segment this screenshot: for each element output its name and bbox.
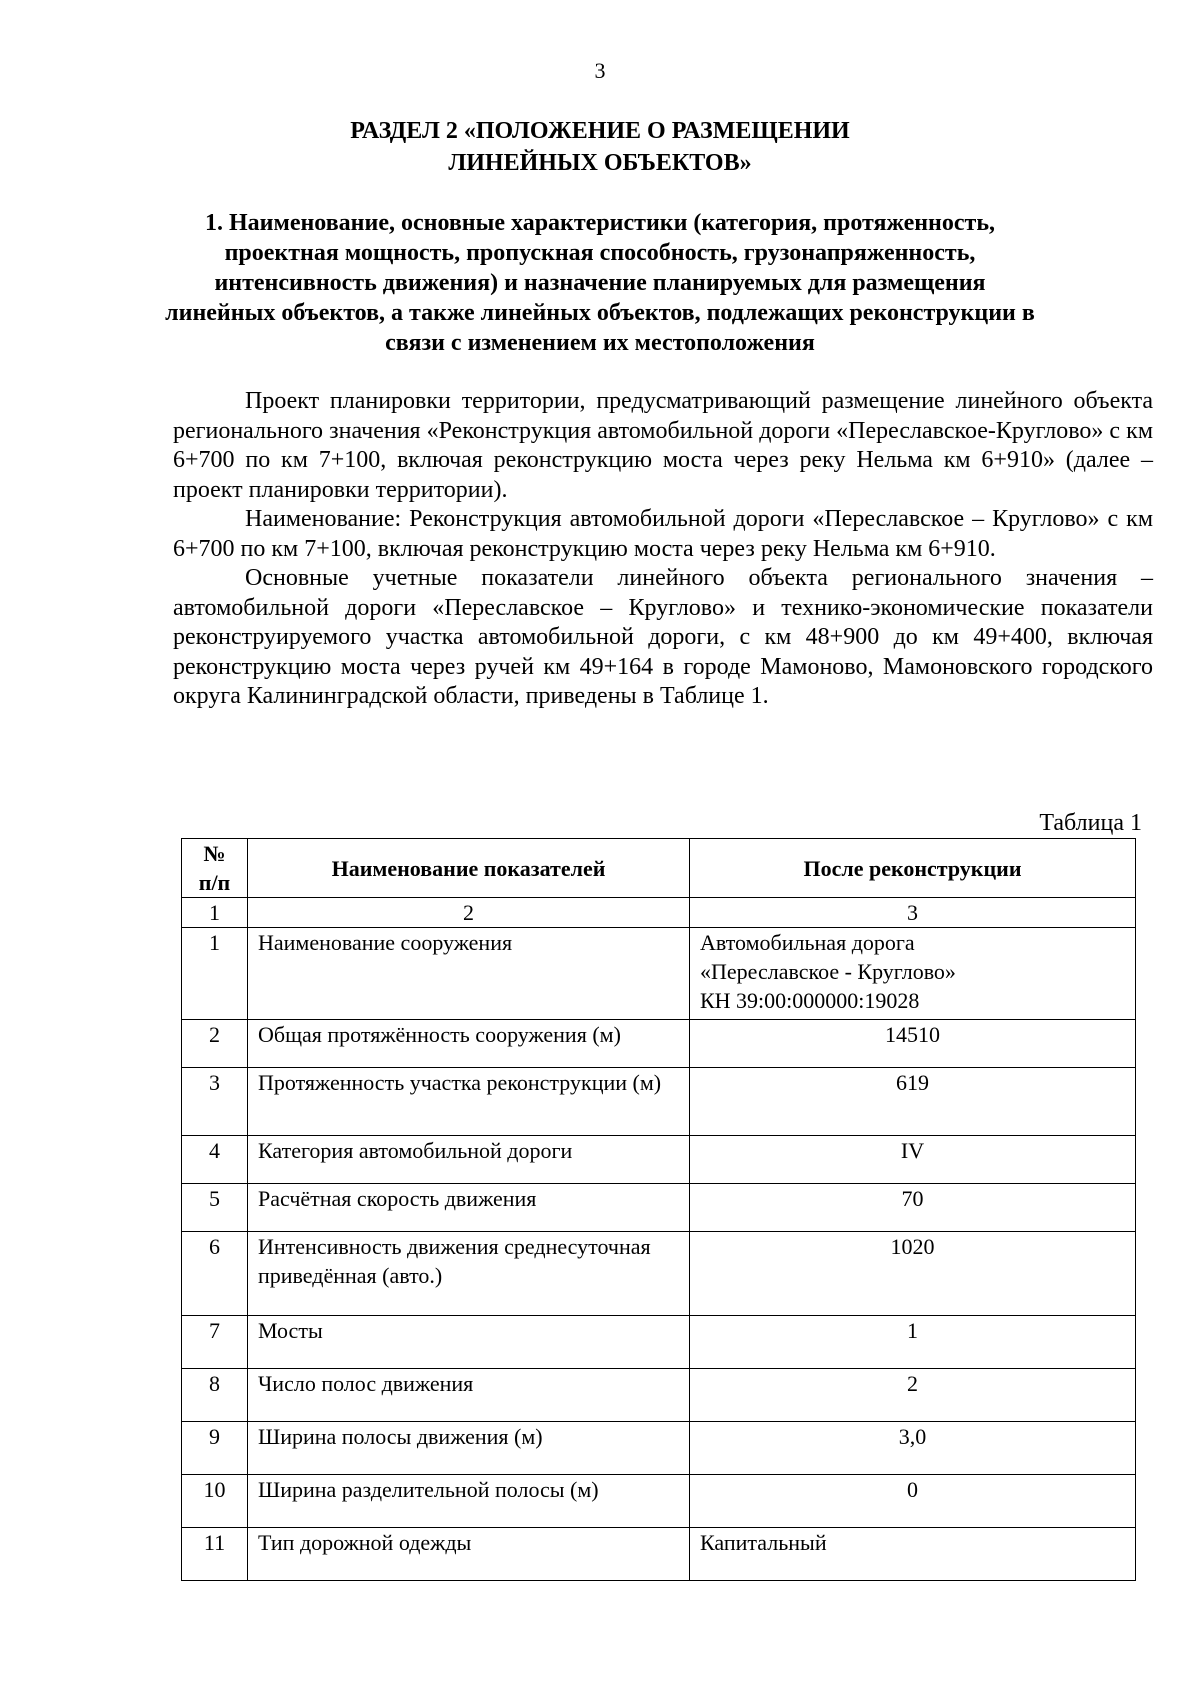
row-num: 9 — [182, 1422, 248, 1475]
row-name: Мосты — [248, 1316, 690, 1369]
row-name: Категория автомобильной дороги — [248, 1136, 690, 1184]
table-row — [182, 1528, 1136, 1581]
row-value-line: «Переславское - Круглово» — [700, 959, 956, 984]
table-index-row — [182, 898, 1136, 928]
row-name: Тип дорожной одежды — [248, 1528, 690, 1581]
paragraph: Наименование: Реконструкция автомобильной дороги «Переславское – Круглово» с км 6+700 по км 7+100, включая реконструкцию моста через реку Нельма км 6+910. — [173, 506, 1153, 562]
row-num: 8 — [182, 1369, 248, 1422]
row-name: Протяженность участка реконструкции (м) — [248, 1068, 690, 1136]
table-row — [182, 1184, 1136, 1232]
body-text — [173, 387, 1153, 712]
table-row — [182, 1422, 1136, 1475]
table-row — [182, 1020, 1136, 1068]
row-name: Ширина разделительной полосы (м) — [248, 1475, 690, 1528]
subsection-heading-line: связи с изменением их местоположения — [385, 330, 815, 356]
table-row — [182, 1232, 1136, 1316]
row-value-line: Автомобильная дорога — [700, 930, 915, 955]
row-value — [690, 928, 1136, 1020]
index-cell: 2 — [248, 898, 690, 928]
row-name: Интенсивность движения среднесуточная приведённая (авто.) — [248, 1232, 690, 1316]
row-value: 1 — [690, 1316, 1136, 1369]
row-value: IV — [690, 1136, 1136, 1184]
row-num: 5 — [182, 1184, 248, 1232]
row-name: Наименование сооружения — [248, 928, 690, 1020]
paragraph: Основные учетные показатели линейного объекта регионального значения – автомобильной дороги «Переславское – Круглово» и технико-экономические показатели реконструируемого участка автомобильной дороги, с км 48+900 до км 49+400, включая реконструкцию моста через ручей км 49+164 в городе Мамоново, Мамоновского городского округа Калининградской области, приведены в Таблице 1. — [173, 565, 1153, 709]
table-row — [182, 1475, 1136, 1528]
row-num: 7 — [182, 1316, 248, 1369]
row-value: 0 — [690, 1475, 1136, 1528]
section-title-line: РАЗДЕЛ 2 «ПОЛОЖЕНИЕ О РАЗМЕЩЕНИИ — [350, 118, 850, 144]
subsection-heading-line: интенсивность движения) и назначение планируемых для размещения — [214, 270, 986, 296]
subsection-heading-line: проектная мощность, пропускная способность, грузонапряженность, — [224, 240, 976, 266]
subsection-heading-line: 1. Наименование, основные характеристики (категория, протяженность, — [204, 210, 996, 236]
table-row — [182, 1068, 1136, 1136]
row-name: Расчётная скорость движения — [248, 1184, 690, 1232]
table-caption: Таблица 1 — [1039, 810, 1142, 836]
row-num: 6 — [182, 1232, 248, 1316]
table-row — [182, 1369, 1136, 1422]
row-name: Общая протяжённость сооружения (м) — [248, 1020, 690, 1068]
table-header-row — [182, 839, 1136, 898]
row-value: 619 — [690, 1068, 1136, 1136]
row-num: 10 — [182, 1475, 248, 1528]
table-row — [182, 1136, 1136, 1184]
table-row — [182, 928, 1136, 1020]
row-value: Капитальный — [690, 1528, 1136, 1581]
row-num: 2 — [182, 1020, 248, 1068]
header-value: После реконструкции — [690, 839, 1136, 898]
row-name: Ширина полосы движения (м) — [248, 1422, 690, 1475]
subsection-heading-line: линейных объектов, а также линейных объектов, подлежащих реконструкции в — [165, 300, 1035, 326]
index-cell: 3 — [690, 898, 1136, 928]
row-name: Число полос движения — [248, 1369, 690, 1422]
row-num: 1 — [182, 928, 248, 1020]
row-value: 14510 — [690, 1020, 1136, 1068]
row-value: 2 — [690, 1369, 1136, 1422]
row-num: 3 — [182, 1068, 248, 1136]
section-title — [250, 115, 950, 179]
page-number: 3 — [594, 58, 606, 83]
header-num: № п/п — [182, 839, 248, 898]
row-value: 1020 — [690, 1232, 1136, 1316]
paragraph: Проект планировки территории, предусматривающий размещение линейного объекта регионального значения «Реконструкция автомобильной дороги «Переславское-Круглово» с км 6+700 по км 7+100, включая реконструкцию моста через реку Нельма км 6+910» (далее – проект планировки территории). — [173, 388, 1153, 503]
row-value-line: КН 39:00:000000:19028 — [700, 988, 920, 1013]
row-value: 3,0 — [690, 1422, 1136, 1475]
row-value: 70 — [690, 1184, 1136, 1232]
section-title-line: ЛИНЕЙНЫХ ОБЪЕКТОВ» — [448, 150, 752, 176]
header-name: Наименование показателей — [248, 839, 690, 898]
index-cell: 1 — [182, 898, 248, 928]
row-num: 4 — [182, 1136, 248, 1184]
table-row — [182, 1316, 1136, 1369]
row-num: 11 — [182, 1528, 248, 1581]
parameters-table — [181, 838, 1136, 1581]
subsection-heading — [150, 208, 1050, 358]
